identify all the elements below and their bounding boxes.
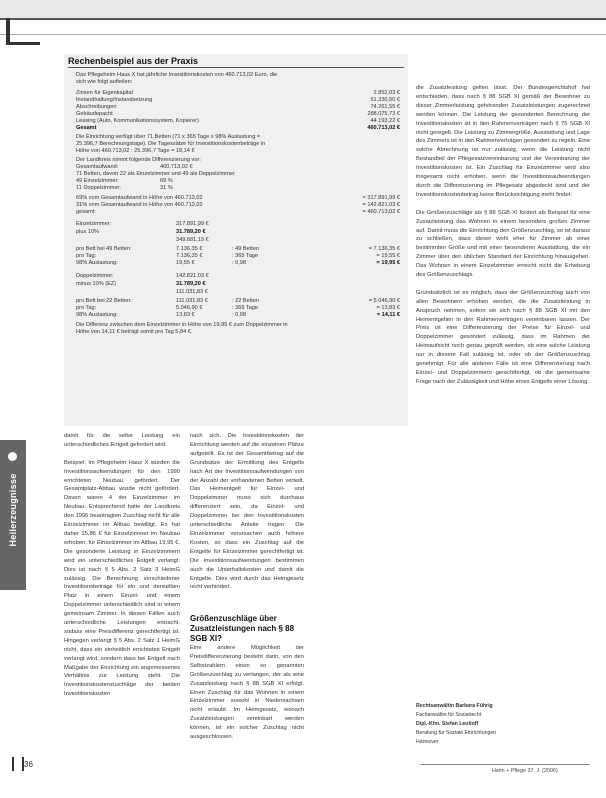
intro-line: sich wie folgt aufteilen: bbox=[76, 79, 133, 85]
para-line: Höhe von 460.713,02 : 25.396,7 Tage = 18,14 € bbox=[76, 148, 195, 154]
dz-row-div: : 22 Betten bbox=[232, 298, 260, 304]
author-name: Dipl.-Kfm. Stefan Leutloff bbox=[416, 721, 479, 727]
gesamt-label: 11 Doppelzimmer: bbox=[76, 185, 121, 191]
author-title: Beratung für Soziale Einrichtungen bbox=[416, 730, 497, 736]
ez-row-value: 19,55 € bbox=[176, 260, 195, 266]
total-label: Gesamt bbox=[76, 125, 97, 131]
closing-line: Die Differenz zwischen dem Einzelzimmer in Höhe von 19,95 € zum Doppelzimmer in bbox=[76, 322, 288, 328]
gesamt-value: 31 % bbox=[160, 185, 173, 191]
author-location: Hannover bbox=[416, 739, 439, 745]
footer-rule bbox=[420, 764, 590, 765]
split-value: = 460.713,02 € bbox=[362, 209, 400, 215]
footer-citation: Heim + Pflege 37. J. (2006) bbox=[492, 768, 558, 774]
cost-label: Abschreibungen bbox=[76, 104, 117, 110]
cost-value: 44.193,22 € bbox=[370, 118, 400, 124]
dz-row-div: : 0,98 bbox=[232, 312, 246, 318]
dz-minus-value: 31.789,20 € bbox=[176, 281, 206, 287]
author-name: Rechtsanwältin Barbara Führig bbox=[416, 703, 493, 709]
dz-row-value: 5.046,90 € bbox=[176, 305, 203, 311]
dz-row-result: = 5.046,90 € bbox=[368, 298, 400, 304]
side-section-label: Heilerzeugnisse bbox=[8, 473, 18, 547]
gesamt-value: 460.713,02 € bbox=[160, 164, 193, 170]
para-line: 25.396,7 Berechnungstage). Die Tagessätze für Investitionskostenbeträge in bbox=[76, 141, 266, 147]
split-label: 31% vom Gesamtaufwand in Höhe von 460.713,02 bbox=[76, 202, 203, 208]
split-label: 69% vom Gesamtaufwand in Höhe von 460.713,02 bbox=[76, 195, 203, 201]
dz-minus-label: minus 10% (EZ) bbox=[76, 281, 117, 287]
cost-value: 74.261,55 € bbox=[370, 104, 400, 110]
ez-row-result: = 7.136,35 € bbox=[368, 246, 400, 252]
ez-row-result: = 19,55 € bbox=[376, 253, 400, 259]
cost-label: Zinsen für Eigenkapital bbox=[76, 90, 133, 96]
ez-row-value: 7.136,35 € bbox=[176, 253, 203, 259]
split-label: gesamt: bbox=[76, 209, 96, 215]
dz-row-div: : 365 Tage bbox=[232, 305, 259, 311]
ez-row-div: : 0,98 bbox=[232, 260, 246, 266]
cost-value: 2.852,03 € bbox=[373, 90, 400, 96]
dz-row-value: 111.031,83 € bbox=[176, 298, 208, 304]
gesamt-label: 49 Einzelzimmer: bbox=[76, 178, 119, 184]
para-line: Die Einrichtung verfügt über 71 Betten (71 x 365 Tage x 98% Auslastung = bbox=[76, 134, 261, 140]
box-title: Rechenbeispiel aus der Praxis bbox=[68, 56, 199, 66]
dz-row-label: pro Bett bei 22 Betten: bbox=[76, 298, 132, 304]
ez-row-div: : 49 Betten bbox=[232, 246, 260, 252]
ez-row-result: = 19,95 € bbox=[376, 260, 400, 266]
corner-mark bbox=[6, 18, 40, 45]
cost-label: Gebäudepacht bbox=[76, 111, 113, 117]
dz-sum-value: 111.031,83 € bbox=[176, 289, 208, 295]
ez-row-value: 7.136,35 € bbox=[176, 246, 203, 252]
page-number: 36 bbox=[24, 760, 33, 769]
section-heading: Größenzuschläge über Zusatzleistungen nach § 88 SGB XI? bbox=[190, 614, 295, 643]
ez-row-label: 98% Auslastung: bbox=[76, 260, 118, 266]
dz-row-label: 98% Auslastung: bbox=[76, 312, 118, 318]
ez-sum-value: 349.681,19 € bbox=[176, 237, 209, 243]
ez-value: 317.891,99 € bbox=[176, 221, 209, 227]
ez-label: Einzelzimmer: bbox=[76, 221, 112, 227]
dz-label: Doppelzimmer: bbox=[76, 273, 114, 279]
ez-row-div: : 365 Tage bbox=[232, 253, 259, 259]
para-title: Der Landkreis nimmt folgende Differenzierung vor: bbox=[76, 157, 201, 163]
cost-value: 51.330,50 € bbox=[370, 97, 400, 103]
intro-line: Das Pflegeheim Haus X hat jährliche Investitionskosten von 460.713,02 Euro, die bbox=[76, 72, 278, 78]
ez-row-label: pro Bett bei 49 Betten: bbox=[76, 246, 132, 252]
gesamt-value: 69 % bbox=[160, 178, 173, 184]
cost-label: Leasing (Auto, Kommunikationssystem, Kopierer) bbox=[76, 118, 199, 124]
body-column-3: die Zusatzleistung gelten lässt. Der Bundesgerichtshof hat entschieden, dass nach § 88 SGB XI gemäß der Bewohner zu dieser Zimmerleistung gehörenden Zusatzleistungen zugerechnet werden können. Die Leistung der gesonderten Berechnung der Investitionskosten ist in den Rahmenverträgen nach § 75 SGB XI nicht geregelt. Die Leistung zu Zimmergröße, Ausstattung und Lage des Zimmers ist in den Rahmenverträgen gesondert zu regeln. Eine solche Abrechnung ist nur zulässig, wenn die Leistung nicht Bestandteil der Pflegesatzvereinbarung und der Vereinbarung der Investitionskosten ist. Ein Zuschlag für Einzelzimmer wird also insgesamt nicht erhoben, wenn die Investitionsaufwendungen durch die Differenzierung im Pflegesatz abgedeckt sind und der Investitionskostenbetrag keine Berücksichtigung mehr findet. Die Größenzuschläge als § 88 SGB XI fordert als Beispiel für eine Zusatzleistung das Wohnen in einem besonders großen Zimmer auf. Damit muss die Einrichtung den Größenzuschlag, so ist daraus zu schließen, dass dieser wohl eher für Zimmer ab einer bestimmten Größe und mit einer besonderen Ausstattung, die ein Zimmer über den üblichen Standard der Einrichtung hinausgehen. Das Wohnen in einem Einzelzimmer erreicht nicht die Erhebung des Größenzuschlags. Grundsätzlich ist es möglich, dass der Größenzuschlag auch von allen Bewohnern erhoben werden, die die Zusatzleistung in Anspruch nehmen, sofern sie sich nach § 88 SGB XI mit den Heimentgelten in den Rahmenverträgen vereinbaren lassen. Der Preis ist eine Differenzierung der Preise für Einzel- und Doppelzimmer gesondert zulässig, dass im Rahmen der Heimaufsicht noch genau geprüft werden, ob eine solche Leistung nur in diesem Fall zulässig ist, oder ob der Größenzuschlag genehmigt. Für alle anderen Fälle ist eine Differenzierung nach Einzel- und Doppelzimmern gerechtfertigt, ob die gemeinsame Frage nach der Zulässigkeit und Höhe eines Entgelts einer Lösung. bbox=[416, 85, 590, 385]
gesamt-label: 71 Betten, davon 22 als Einzelzimmer und 49 als Doppelzimmer bbox=[76, 171, 235, 177]
cost-value: 288.075,73 € bbox=[367, 111, 400, 117]
gesamt-label: Gesamtaufwand: bbox=[76, 164, 119, 170]
ez-plus-label: plus 10% bbox=[76, 229, 100, 235]
body-column-2: nach sich. Die Investitionskosten der Einrichtung werden auf die einzelnen Plätze aufgeteilt. Es ist der Gesamtbetrag auf die Grundsätze der Ermittlung des Entgelts nach Art der Investitionsaufwendungen von der Anzahl der vorhandenen Betten verteilt. Das Heimentgelt für Einzel- und Doppelzimmer muss sich durchaus differenziert sein, da Einzel- und Doppelzimmer bei den Investitionskosten unterschiedliche Anteile tragen. Die Einzelzimmer verursachen auch höhere Kosten, so dass ein Zuschlag auf die Entgelte für Einzelzimmer gerechtfertigt ist. Die Investitionsaufwendungen bestimmen auch die Unterhaltskosten und damit die Entgelte. Dies wird durch das Heimgesetz nicht verhindert. bbox=[190, 433, 304, 591]
cost-label: Instandhaltung/Instandsetzung bbox=[76, 97, 153, 103]
dz-row-label: pro Tag: bbox=[76, 305, 97, 311]
dz-value: 142.821,03 € bbox=[176, 273, 209, 279]
total-value: 460.713,02 € bbox=[367, 125, 400, 131]
dz-row-result: = 14,11 € bbox=[376, 312, 400, 318]
ez-row-label: pro Tag: bbox=[76, 253, 97, 259]
body-column-1: damit für die selbe Leistung ein unterschiedliches Entgelt gefordert wird. Beispiel: Im Pflegeheim Haus X wurden die Investitionsaufwendungen für den 1990 errichteten Neubau gefördert. Der Gesamtplatz-Abbau wurde nicht gefördert. Davon waren 4 der Einzelzimmer im Neubau. Entsprechend hatte der Landkreis den 1996 beantragten Zuschlag nicht für alle Einzelzimmer im Altbau bewilligt. Es hat daher 15,86 € für Einzelzimmer im Neubau erhoben, für Einzelzimmer im Altbau 19,95 €. Die gesonderte Leistung in Einzelzimmern wird ein unterschiedliches Entgelt verlangt. Dies ist nach § 5 Abs. 2 Satz 3 HeimG zulässig. Die Berechnung verschiedener Investitionsbeträge für ein und denselben Platz in einem Einzel- und einem Doppelzimmer unterschiedlich sind in einem gemeinsam Zimmer. In diesen Fällen auch unterschiedliche Leistungen erbracht, sodass eine Preisdifferenz gerechtfertigt ist. Hingegen verlangt § 5 Abs. 2 Satz 1 HeimG nicht, dass ein einheitlich errichtetes Entgelt verlangt wird, sondern dass bei Entgelt nach Maßgabe der Einrichtung ein angemessenes Verhältnis zur Leistung steht. Die Investitionskostenzuschläge der beiden Investitionskosten bbox=[64, 433, 180, 698]
box-title-rule bbox=[68, 67, 404, 68]
dz-row-result: = 13,83 € bbox=[376, 305, 400, 311]
dz-row-value: 13,83 € bbox=[176, 312, 195, 318]
header-rule bbox=[0, 34, 606, 35]
author-title: Fachanwältin für Sozialrecht bbox=[416, 712, 482, 718]
split-value: = 317.891,99 € bbox=[362, 195, 400, 201]
split-value: = 142.821,03 € bbox=[362, 202, 400, 208]
closing-line: Höhe von 14,11 € beträgt somit pro Tag 5,84 €. bbox=[76, 329, 193, 335]
body-column-2b: Eine andere Möglichkeit der Preisdifferenzierung besteht darin, von den Selbstzahlern einen so genannten Größenzuschlag zu verlangen, der als eine Zusatzleistung nach § 88 SGB XI erfolgt. Einen Zuschlag für das Wohnen in einem Einzelzimmer sowohl in Niedersachsen nicht erlaubt. Im Heimgesetz, wonach Zusatzleistungen vereinbart werden können, ist ein solcher Zuschlag nicht ausgeschlossen. bbox=[190, 645, 304, 741]
page-marker bbox=[12, 757, 24, 771]
ez-plus-value: 31.789,20 € bbox=[176, 229, 206, 235]
header-bar bbox=[0, 0, 606, 20]
